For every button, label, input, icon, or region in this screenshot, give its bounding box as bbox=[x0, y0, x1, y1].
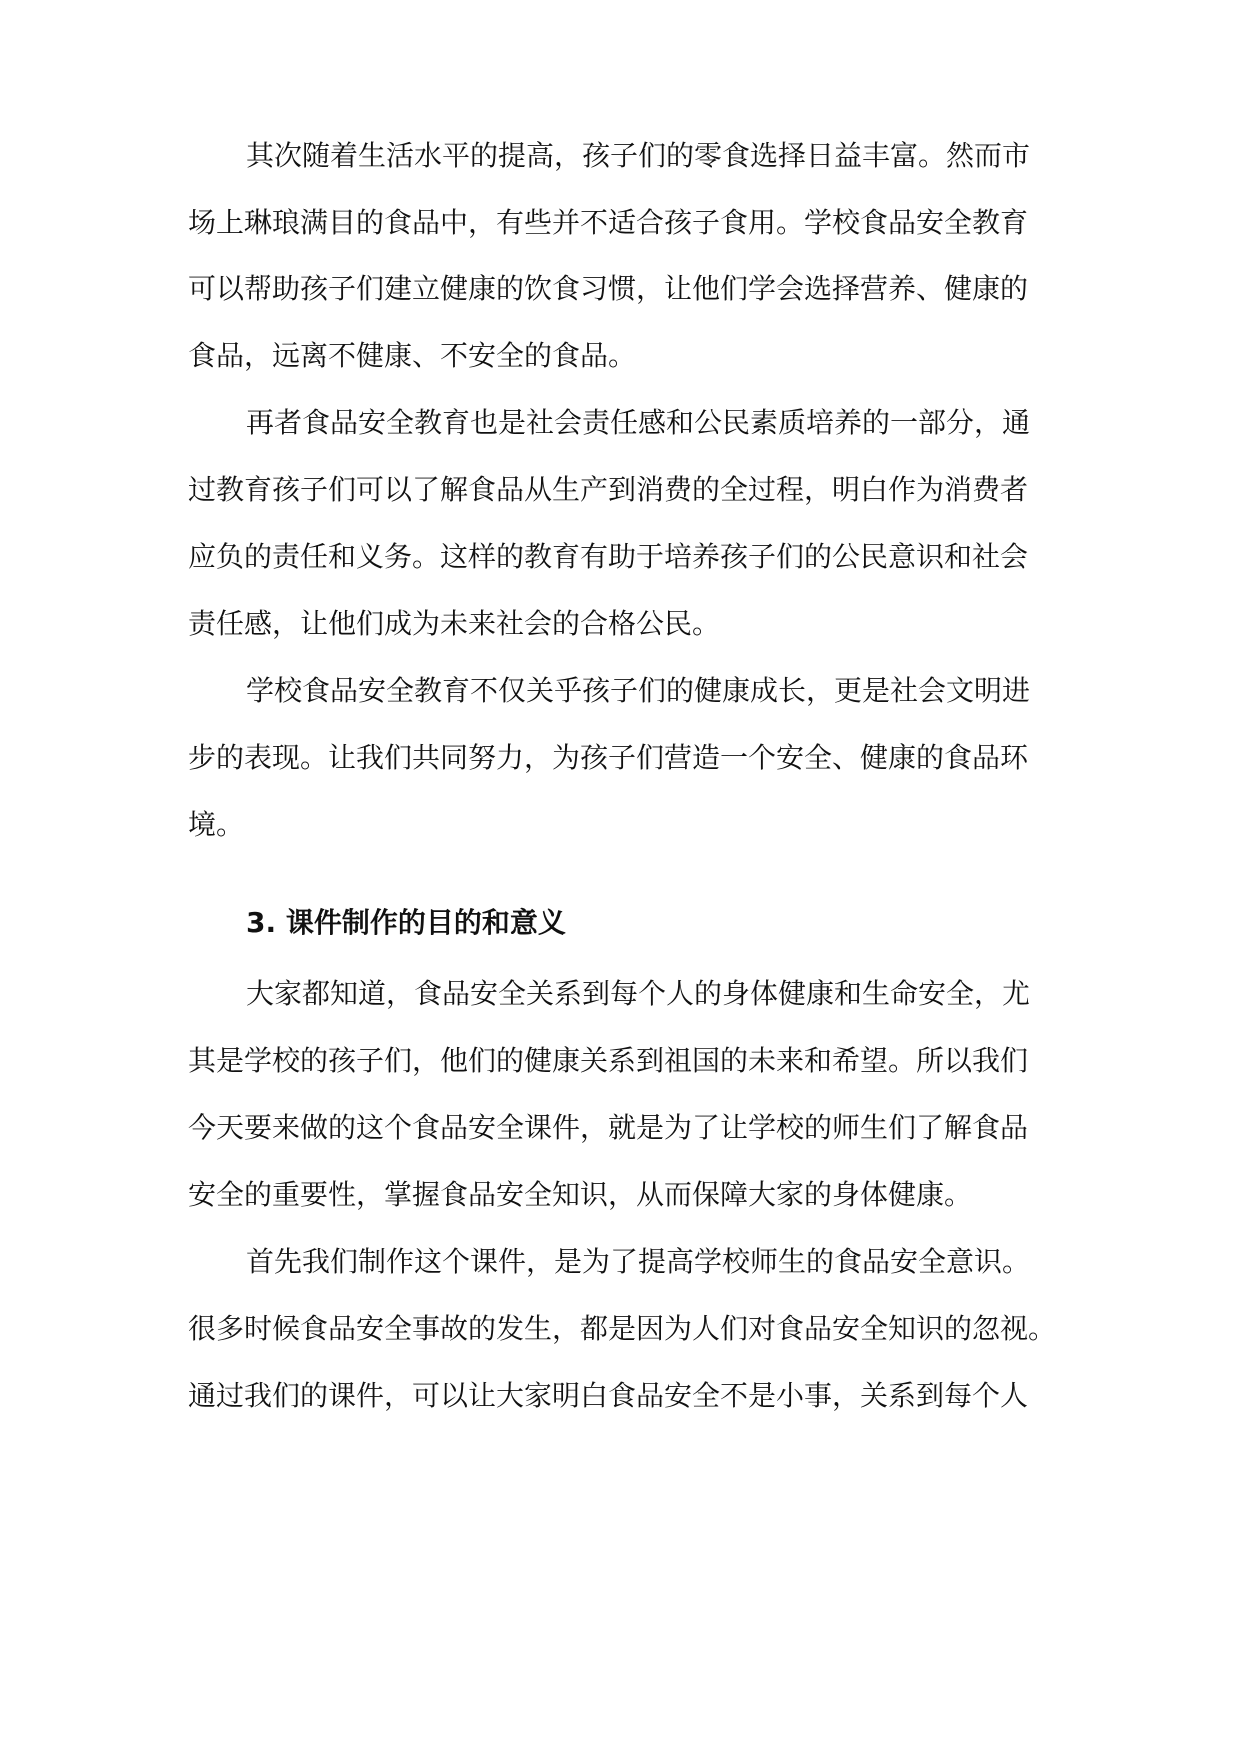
paragraph-5-line-2: 很多时候食品安全事故的发生，都是因为人们对食品安全知识的忽视。 bbox=[188, 1312, 1057, 1345]
paragraph-1-line-3: 可以帮助孩子们建立健康的饮食习惯，让他们学会选择营养、健康的 bbox=[188, 272, 1029, 305]
section-heading: 3. 课件制作的目的和意义 bbox=[246, 906, 566, 939]
paragraph-2-line-4: 责任感，让他们成为未来社会的合格公民。 bbox=[188, 607, 721, 640]
paragraph-4-line-1: 大家都知道，食品安全关系到每个人的身体健康和生命安全，尤 bbox=[246, 977, 1031, 1010]
paragraph-2-line-2: 过教育孩子们可以了解食品从生产到消费的全过程，明白作为消费者 bbox=[188, 473, 1029, 506]
paragraph-1-line-2: 场上琳琅满目的食品中，有些并不适合孩子食用。学校食品安全教育 bbox=[188, 206, 1029, 239]
paragraph-5-line-1: 首先我们制作这个课件，是为了提高学校师生的食品安全意识。 bbox=[246, 1245, 1031, 1278]
paragraph-3-line-3: 境。 bbox=[188, 808, 245, 841]
paragraph-4-line-4: 安全的重要性，掌握食品安全知识，从而保障大家的身体健康。 bbox=[188, 1178, 973, 1211]
paragraph-1-line-1: 其次随着生活水平的提高，孩子们的零食选择日益丰富。然而市 bbox=[246, 139, 1031, 172]
paragraph-2-line-1: 再者食品安全教育也是社会责任感和公民素质培养的一部分，通 bbox=[246, 406, 1031, 439]
paragraph-4-line-2: 其是学校的孩子们，他们的健康关系到祖国的未来和希望。所以我们 bbox=[188, 1044, 1029, 1077]
paragraph-1-line-4: 食品，远离不健康、不安全的食品。 bbox=[188, 339, 637, 372]
paragraph-3-line-1: 学校食品安全教育不仅关乎孩子们的健康成长，更是社会文明进 bbox=[246, 674, 1031, 707]
paragraph-3-line-2: 步的表现。让我们共同努力，为孩子们营造一个安全、健康的食品环 bbox=[188, 741, 1029, 774]
paragraph-2-line-3: 应负的责任和义务。这样的教育有助于培养孩子们的公民意识和社会 bbox=[188, 540, 1029, 573]
paragraph-4-line-3: 今天要来做的这个食品安全课件，就是为了让学校的师生们了解食品 bbox=[188, 1111, 1029, 1144]
paragraph-5-line-3: 通过我们的课件，可以让大家明白食品安全不是小事，关系到每个人 bbox=[188, 1379, 1029, 1412]
